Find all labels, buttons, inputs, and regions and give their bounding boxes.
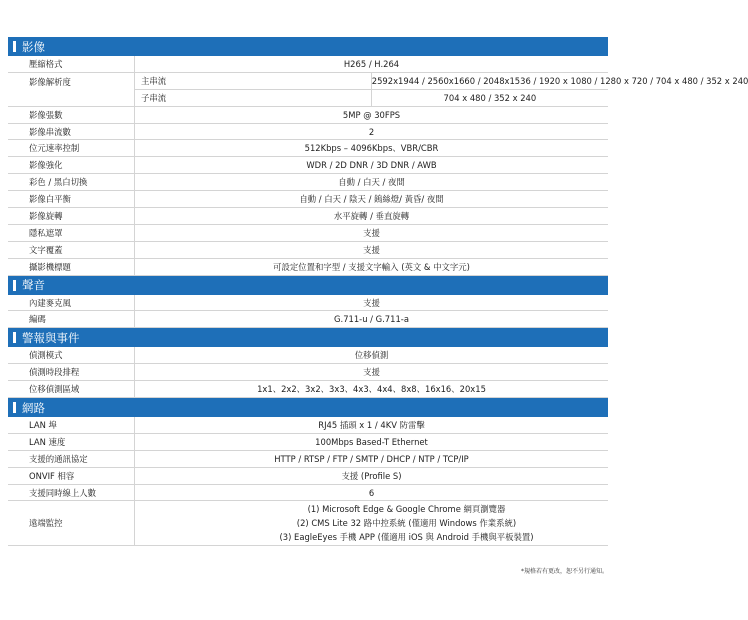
section-marker-icon bbox=[13, 280, 16, 291]
table-row bbox=[8, 241, 608, 258]
spec-label: 攝影機標題 bbox=[8, 258, 135, 275]
spec-label: LAN 速度 bbox=[8, 433, 135, 450]
spec-label: 支援同時線上人數 bbox=[8, 484, 135, 501]
spec-label: 彩色 / 黑白切換 bbox=[8, 174, 135, 191]
section-header-alarm bbox=[8, 328, 608, 347]
table-row bbox=[8, 381, 608, 398]
spec-value: 位移偵測 bbox=[135, 347, 609, 363]
table-row bbox=[8, 295, 608, 311]
section-header-video bbox=[8, 37, 608, 56]
spec-value: 2592x1944 / 2560x1660 / 2048x1536 / 1920 x 1080 / 1280 x 720 / 704 x 480 / 352 x 240 bbox=[371, 72, 608, 89]
spec-label: 遠端監控 bbox=[8, 501, 135, 546]
table-row bbox=[8, 224, 608, 241]
spec-value: 支援 bbox=[135, 241, 609, 258]
spec-label: 影像白平衡 bbox=[8, 191, 135, 208]
table-row bbox=[8, 364, 608, 381]
footnote: *規格若有更改，恕不另行通知。 bbox=[520, 568, 608, 575]
spec-value: 支援 bbox=[135, 364, 609, 381]
spec-label: LAN 埠 bbox=[8, 417, 135, 433]
spec-value: 5MP @ 30FPS bbox=[135, 106, 609, 123]
spec-value: 自動 / 白天 / 夜間 bbox=[135, 174, 609, 191]
section-marker-icon bbox=[13, 41, 16, 52]
audio-spec-table bbox=[8, 295, 608, 329]
spec-label: 偵測時段排程 bbox=[8, 364, 135, 381]
spec-value: 512Kbps – 4096Kbps、VBR/CBR bbox=[135, 140, 609, 157]
spec-label: 影像強化 bbox=[8, 157, 135, 174]
spec-value: 支援 bbox=[135, 295, 609, 311]
table-row bbox=[8, 501, 608, 546]
spec-value: WDR / 2D DNR / 3D DNR / AWB bbox=[135, 157, 609, 174]
table-row bbox=[8, 106, 608, 123]
spec-label: 支援的通訊協定 bbox=[8, 450, 135, 467]
spec-value: H265 / H.264 bbox=[135, 56, 609, 72]
alarm-spec-table bbox=[8, 347, 608, 398]
spec-label: 文字覆蓋 bbox=[8, 241, 135, 258]
section-header-audio bbox=[8, 276, 608, 295]
video-spec-table bbox=[8, 56, 748, 276]
table-row bbox=[8, 258, 608, 275]
remote-line: (3) EagleEyes 手機 APP (僅適用 iOS 與 Android 手機與平板裝置) bbox=[279, 532, 534, 543]
table-row bbox=[8, 123, 608, 140]
table-row bbox=[8, 72, 608, 89]
spec-value: RJ45 插頭 x 1 / 4KV 防雷擊 bbox=[135, 417, 609, 433]
spec-value: G.711-u / G.711-a bbox=[135, 311, 609, 328]
section-title: 聲音 bbox=[22, 278, 45, 293]
table-row bbox=[8, 157, 608, 174]
spec-value: 可設定位置和字型 / 支援文字輸入 (英文 & 中文字元) bbox=[135, 258, 609, 275]
spec-value: HTTP / RTSP / FTP / SMTP / DHCP / NTP / TCP/IP bbox=[135, 450, 609, 467]
table-row bbox=[8, 311, 608, 328]
spec-value: 支援 (Profile S) bbox=[135, 467, 609, 484]
spec-sublabel: 主串流 bbox=[135, 72, 372, 89]
spec-value: 支援 bbox=[135, 224, 609, 241]
spec-sheet bbox=[8, 37, 748, 546]
spec-value: 自動 / 白天 / 陰天 / 鎢絲燈/ 黃昏/ 夜間 bbox=[135, 191, 609, 208]
network-spec-table bbox=[8, 417, 608, 546]
table-row bbox=[8, 174, 608, 191]
table-row bbox=[8, 56, 608, 72]
spec-label: ONVIF 相容 bbox=[8, 467, 135, 484]
table-row bbox=[8, 433, 608, 450]
spec-label: 影像解析度 bbox=[8, 72, 135, 106]
spec-value-multiline bbox=[135, 501, 609, 546]
section-marker-icon bbox=[13, 332, 16, 343]
table-row bbox=[8, 191, 608, 208]
spec-label: 偵測模式 bbox=[8, 347, 135, 363]
spec-value: 水平旋轉 / 垂直旋轉 bbox=[135, 208, 609, 225]
section-header-network bbox=[8, 398, 608, 417]
section-title: 網路 bbox=[22, 400, 45, 415]
spec-sublabel: 子串流 bbox=[135, 89, 372, 106]
spec-label: 位移偵測區域 bbox=[8, 381, 135, 398]
table-row bbox=[8, 140, 608, 157]
remote-line: (2) CMS Lite 32 路中控系統 (僅適用 Windows 作業系統) bbox=[296, 518, 517, 529]
table-row bbox=[8, 467, 608, 484]
spec-label: 影像串流數 bbox=[8, 123, 135, 140]
section-marker-icon bbox=[13, 402, 16, 413]
section-title: 影像 bbox=[22, 39, 45, 54]
table-row bbox=[8, 417, 608, 433]
spec-value: 100Mbps Based-T Ethernet bbox=[135, 433, 609, 450]
section-title: 警報與事件 bbox=[22, 330, 80, 345]
table-row bbox=[8, 484, 608, 501]
spec-value: 1x1、2x2、3x2、3x3、4x3、4x4、8x8、16x16、20x15 bbox=[135, 381, 609, 398]
spec-value: 2 bbox=[135, 123, 609, 140]
remote-line: (1) Microsoft Edge & Google Chrome 網頁瀏覽器 bbox=[307, 504, 506, 515]
spec-label: 隱私遮罩 bbox=[8, 224, 135, 241]
spec-label: 位元速率控制 bbox=[8, 140, 135, 157]
spec-value: 6 bbox=[135, 484, 609, 501]
spec-label: 編碼 bbox=[8, 311, 135, 328]
spec-label: 內建麥克風 bbox=[8, 295, 135, 311]
spec-value: 704 x 480 / 352 x 240 bbox=[371, 89, 608, 106]
table-row bbox=[8, 208, 608, 225]
spec-label: 影像張數 bbox=[8, 106, 135, 123]
table-row bbox=[8, 347, 608, 363]
spec-label: 壓縮格式 bbox=[8, 56, 135, 72]
spec-label: 影像旋轉 bbox=[8, 208, 135, 225]
table-row bbox=[8, 450, 608, 467]
